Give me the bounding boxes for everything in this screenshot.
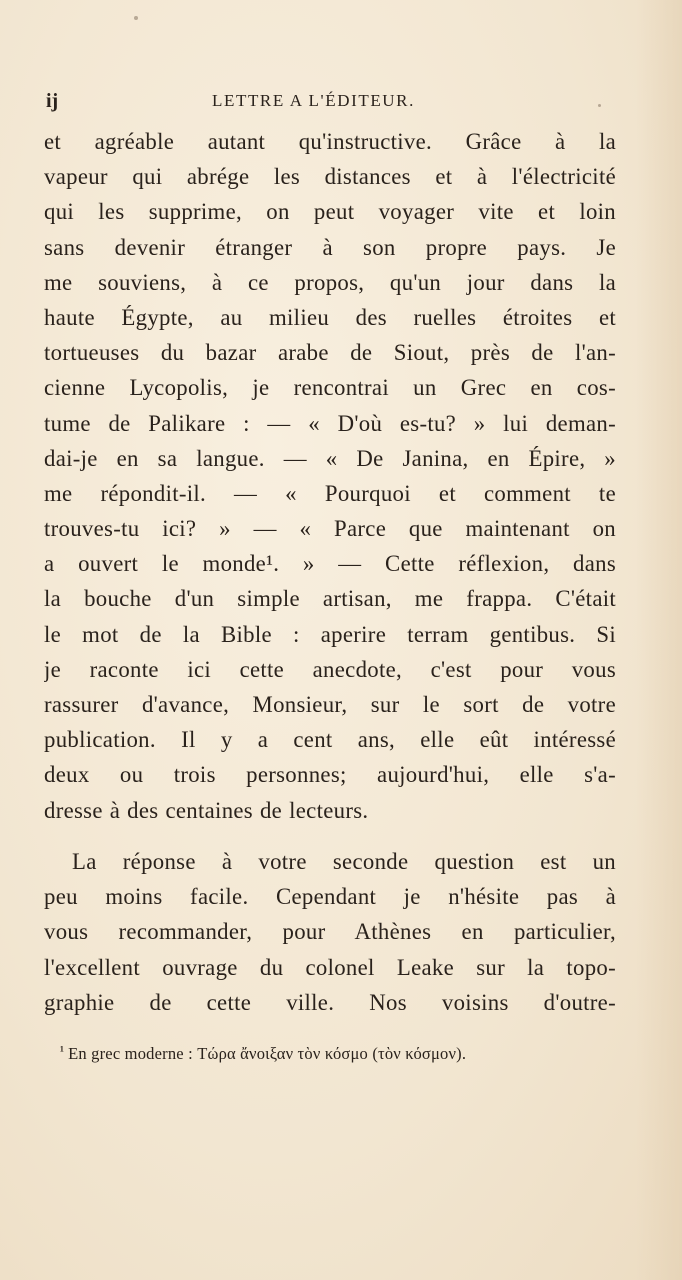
text-line: La réponse à votre seconde question est un — [72, 849, 616, 874]
text-line: dai-je en sa langue. — « De Janina, en Épire, » — [44, 445, 616, 471]
running-title: LETTRE A L'ÉDITEUR. — [212, 91, 415, 110]
paragraph-2 — [44, 844, 616, 1020]
text-line: vous recommander, pour Athènes en particulier, — [44, 919, 616, 945]
footnote-mark: ¹ — [60, 1043, 65, 1058]
text-line: tume de Palikare : — « D'où es-tu? » lui deman- — [44, 410, 616, 436]
text-line: peu moins facile. Cependant je n'hésite pas à — [44, 884, 616, 910]
text-line: haute Égypte, au milieu des ruelles étroites et — [44, 304, 616, 330]
text-line: trouves-tu ici? » — « Parce que maintenant on — [44, 516, 616, 542]
text-line: publication. Il y a cent ans, elle eût intéressé — [44, 727, 616, 753]
text-line: graphie de cette ville. Nos voisins d'outre- — [44, 989, 616, 1015]
text-line: tortueuses du bazar arabe de Siout, près de l'an- — [44, 340, 616, 366]
page-edge-shadow — [636, 0, 682, 1280]
text-line: vapeur qui abrége les distances et à l'électricité — [44, 164, 616, 190]
text-line: la bouche d'un simple artisan, me frappa. C'était — [44, 586, 616, 612]
text-line: qui les supprime, on peut voyager vite et loin — [44, 199, 616, 225]
footnote-text: En grec moderne : Τώρα ἄνοιξαν τὸν κόσμο (τὸν κόσμον). — [68, 1044, 467, 1063]
text-line: deux ou trois personnes; aujourd'hui, elle s'a- — [44, 762, 616, 788]
text-line: cienne Lycopolis, je rencontrai un Grec en cos- — [44, 375, 616, 401]
page-header — [46, 90, 606, 114]
text-line: sans devenir étranger à son propre pays. Je — [44, 234, 616, 260]
text-line: me répondit-il. — « Pourquoi et comment te — [44, 480, 616, 506]
page-number: ij — [46, 90, 59, 112]
paragraph-1 — [44, 124, 616, 828]
paper-speck — [134, 16, 138, 20]
text-line: a ouvert le monde¹. » — Cette réflexion, dans — [44, 551, 616, 577]
paper-speck — [598, 104, 601, 107]
text-line: rassurer d'avance, Monsieur, sur le sort de votre — [44, 692, 616, 717]
text-line: et agréable autant qu'instructive. Grâce à la — [44, 129, 616, 154]
text-line: me souviens, à ce propos, qu'un jour dans la — [44, 269, 616, 295]
text-line: dresse à des centaines de lecteurs. — [44, 797, 369, 823]
text-line: je raconte ici cette anecdote, c'est pour vous — [44, 656, 616, 682]
text-line: l'excellent ouvrage du colonel Leake sur la topo- — [44, 954, 616, 980]
footnote — [60, 1043, 580, 1064]
text-line: le mot de la Bible : aperire terram gentibus. Si — [44, 621, 616, 647]
